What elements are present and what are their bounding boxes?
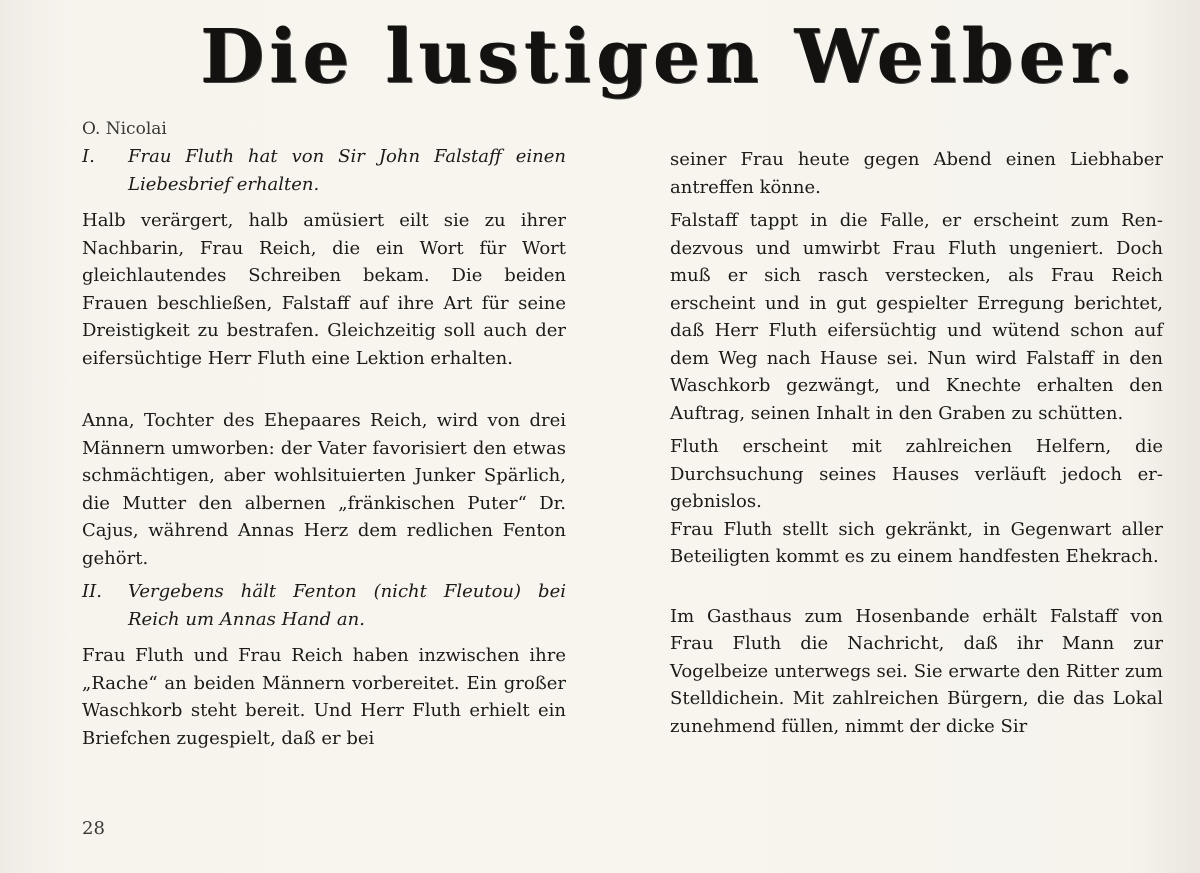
composer-name: O. Nicolai (82, 119, 167, 139)
paragraph-gap (670, 577, 1163, 603)
paragraph: Falstaff tappt in die Falle, er erscheint zum Rendezvous und umwirbt Frau Fluth ungeniert. Doch muß er sich rasch verstecken, als Frau Reich erscheint und in gut gespielter Erregung berichtet, daß Herr Fluth eifersüchtig und wütend schon auf dem Weg nach Hause sei. Nun wird Falstaff in den Waschkorb gezwängt, und Knechte erhalten den Auftrag, seinen Inhalt in den Graben zu schütten. (670, 210, 1163, 424)
paragraph: Fluth erscheint mit zahlreichen Helfern, die Durchsuchung seines Hauses verläuft jedoch ergebnislos. (670, 436, 1163, 512)
act-heading-1 (82, 143, 566, 198)
paragraph-gap (82, 378, 566, 407)
page-title: Die lustigen Weiber. (200, 14, 1139, 100)
act-heading-2-text: Vergebens hält Fenton (nicht Fleutou) bei Reich um Annas Hand an. (128, 581, 566, 630)
act-heading-2 (82, 578, 566, 633)
right-column (670, 146, 1163, 746)
paragraph: Frau Fluth stellt sich gekränkt, in Gegenwart aller Beteiligten kommt es zu einem handfesten Ehekrach. (670, 518, 1163, 567)
paragraph: Halb verärgert, halb amüsiert eilt sie zu ihrer Nachbarin, Frau Reich, die ein Wort für Wort gleichlautendes Schreiben bekam. Die beiden Frauen beschließen, Falstaff auf ihre Art für seine Dreistigkeit zu bestrafen. Gleichzeitig soll auch der eifersüchtige Herr Fluth eine Lektion erhalten. (82, 210, 566, 369)
paragraph: Frau Fluth und Frau Reich haben inzwischen ihre „Rache“ an beiden Männern vorbereitet. Ein großer Waschkorb steht bereit. Und Herr Fluth erhielt ein Briefchen zugespielt, daß er bei (82, 645, 566, 749)
page-number: 28 (82, 818, 105, 839)
act-number-2: II. (82, 581, 102, 602)
paragraph: Im Gasthaus zum Hosenbande erhält Falstaff von Frau Fluth die Nachricht, daß ihr Mann zur Vogelbeize unterwegs sei. Sie erwarte den Ritter zum Stelldichein. Mit zahlreichen Bürgern, die das Lokal zunehmend füllen, nimmt der dicke Sir (670, 605, 1163, 737)
paragraph: Anna, Tochter des Ehepaares Reich, wird von drei Männern umworben: der Vater favorisiert den etwas schmächtigen, aber wohlsituierten Junker Spärlich, die Mutter den albernen „fränkischen Puter“ Dr. Cajus, während Annas Herz dem redlichen Fenton gehört. (82, 410, 566, 569)
act-number-1: I. (82, 146, 95, 167)
act-heading-1-text: Frau Fluth hat von Sir John Falstaff einen Liebesbrief erhalten. (128, 146, 566, 195)
left-column (82, 115, 566, 758)
paragraph: seiner Frau heute gegen Abend einen Liebhaber antreffen könne. (670, 149, 1163, 198)
